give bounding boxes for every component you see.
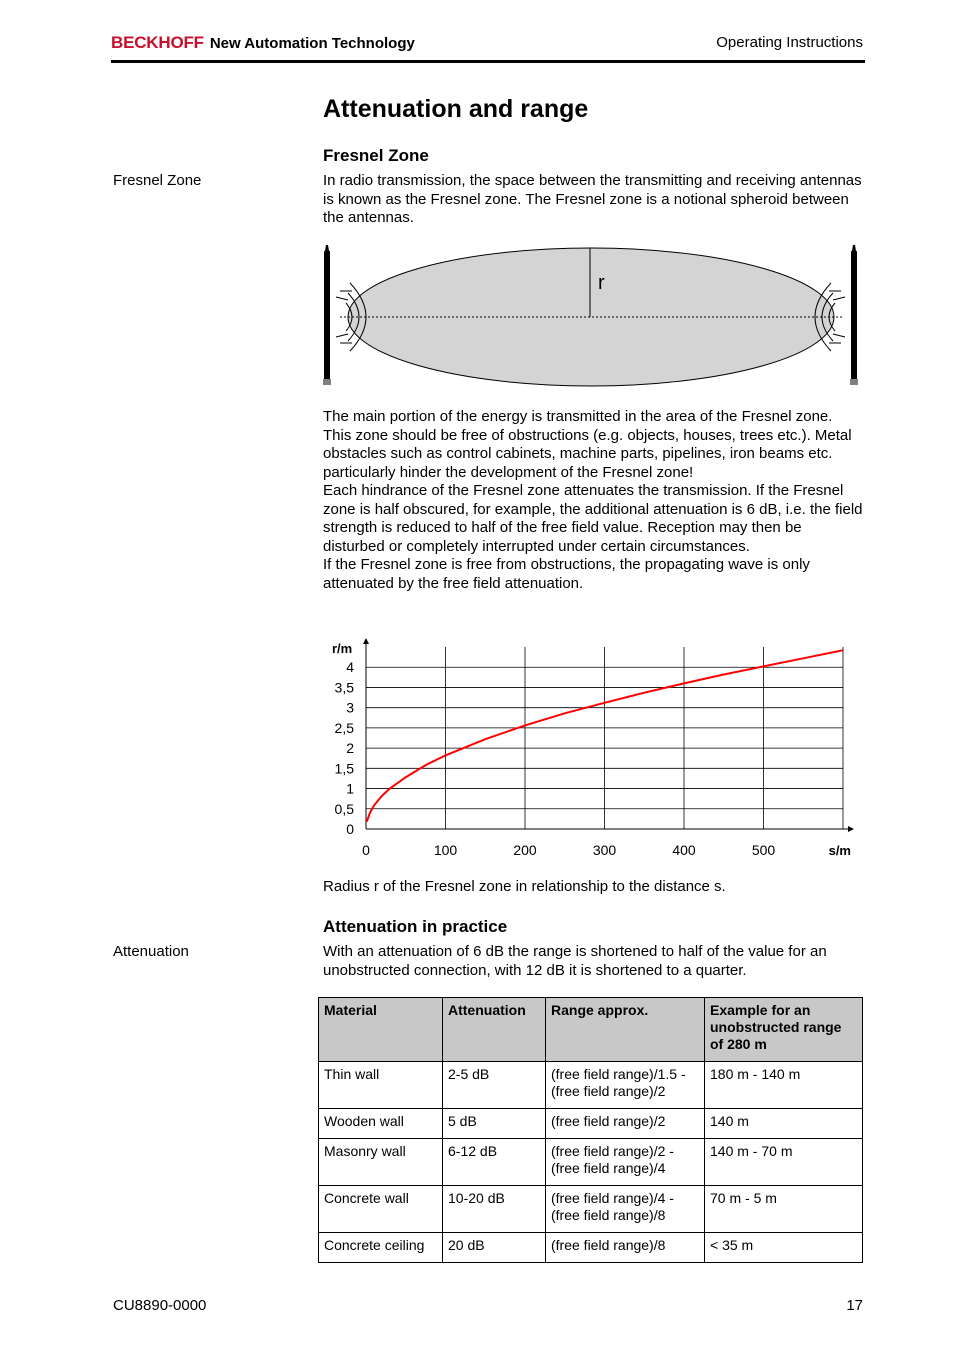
table-cell: 70 m - 5 m [705, 1186, 863, 1233]
table-cell: Concrete wall [319, 1186, 443, 1233]
beckhoff-logo [111, 33, 415, 53]
table-cell: (free field range)/2 - (free field range)/4 [546, 1139, 705, 1186]
table-cell: Wooden wall [319, 1109, 443, 1139]
column-header: Material [319, 998, 443, 1062]
footer-doc-id: CU8890-0000 [113, 1297, 207, 1314]
radius-label: r [598, 272, 605, 294]
brand-tagline: New Automation Technology [209, 35, 415, 52]
footer-page-number: 17 [846, 1297, 863, 1314]
x-tick-label: 100 [433, 842, 458, 858]
table-row [319, 1186, 863, 1233]
x-axis-arrow [848, 826, 854, 832]
y-tick-label: 2,5 [334, 719, 354, 736]
attenuation-intro: With an attenuation of 6 dB the range is shortened to half of the value for an unobstructed connection, with 12 dB it is shortened to a quarter. [323, 943, 827, 979]
table-cell: (free field range)/8 [546, 1233, 705, 1263]
table-row [319, 1109, 863, 1139]
fresnel-body [323, 408, 863, 593]
table-cell: 140 m - 70 m [705, 1139, 863, 1186]
y-tick-label: 3 [346, 699, 354, 716]
table-cell: 140 m [705, 1109, 863, 1139]
table-cell: Concrete ceiling [319, 1233, 443, 1263]
chart-caption: Radius r of the Fresnel zone in relationship to the distance s. [323, 878, 726, 895]
table-cell: 6-12 dB [443, 1139, 546, 1186]
table-cell: (free field range)/4 - (free field range)/8 [546, 1186, 705, 1233]
fresnel-intro: In radio transmission, the space between the transmitting and receiving antennas is known as the Fresnel zone. The Fresnel zone is a notional spheroid between the antennas. [323, 172, 862, 226]
brand-name: BECKHOFF [111, 33, 204, 52]
x-tick-label: 300 [592, 842, 617, 858]
table-cell: 20 dB [443, 1233, 546, 1263]
table-row [319, 1062, 863, 1109]
table-cell: 10-20 dB [443, 1186, 546, 1233]
table-cell: 2-5 dB [443, 1062, 546, 1109]
x-tick-label: 200 [513, 842, 537, 858]
x-axis-label: s/m [828, 843, 851, 858]
fresnel-radius-chart [318, 632, 863, 864]
y-tick-label: 1 [346, 780, 354, 797]
fresnel-paragraph: This zone should be free of obstructions (e.g. objects, houses, trees etc.). Metal obstacles such as control cabinets, machine parts, pipelines, iron beams etc. particularly hinder the development of the Fresnel zone! [323, 426, 852, 481]
fresnel-paragraph: If the Fresnel zone is free from obstructions, the propagating wave is only attenuated by the free field attenuation. [323, 556, 810, 592]
fresnel-heading: Fresnel Zone [323, 146, 429, 165]
attenuation-heading: Attenuation in practice [323, 917, 508, 936]
y-tick-label: 4 [346, 659, 354, 676]
table-cell: Thin wall [319, 1062, 443, 1109]
attenuation-side-label: Attenuation [113, 943, 189, 960]
table-cell: (free field range)/2 [546, 1109, 705, 1139]
fresnel-paragraph: Each hindrance of the Fresnel zone attenuates the transmission. If the Fresnel zone is half obscured, for example, the additional attenuation is 6 dB, i.e. the field strength is reduced to half of the free field value. Reception may then be disturbed or completely interrupted under certain circumstances. [323, 482, 863, 555]
page-title: Attenuation and range [323, 95, 589, 123]
y-tick-label: 3,5 [334, 679, 354, 696]
y-tick-label: 1,5 [334, 760, 354, 777]
table-cell: (free field range)/1.5 - (free field range)/2 [546, 1062, 705, 1109]
table-cell: < 35 m [705, 1233, 863, 1263]
doc-type: Operating Instructions [716, 34, 863, 51]
table-cell: 180 m - 140 m [705, 1062, 863, 1109]
y-axis-label: r/m [332, 641, 353, 656]
attenuation-table [318, 997, 863, 1263]
x-tick-label: 500 [751, 842, 776, 858]
y-tick-label: 2 [346, 740, 354, 757]
column-header: Attenuation [443, 998, 546, 1062]
column-header: Example for an unobstructed range of 280 m [705, 998, 863, 1062]
table-row [319, 1233, 863, 1263]
fresnel-paragraph: The main portion of the energy is transmitted in the area of the Fresnel zone. [323, 408, 833, 425]
y-tick-label: 0,5 [334, 800, 354, 817]
table-row [319, 1139, 863, 1186]
x-tick-label: 400 [672, 842, 696, 858]
table-header-row [319, 998, 863, 1062]
table-cell: Masonry wall [319, 1139, 443, 1186]
header-rule [111, 60, 865, 63]
y-tick-label: 0 [346, 821, 354, 837]
column-header: Range approx. [546, 998, 705, 1062]
y-axis-arrow [363, 638, 369, 644]
x-tick-label: 0 [362, 842, 370, 858]
fresnel-side-label: Fresnel Zone [113, 172, 202, 189]
fresnel-diagram [318, 245, 863, 390]
table-cell: 5 dB [443, 1109, 546, 1139]
